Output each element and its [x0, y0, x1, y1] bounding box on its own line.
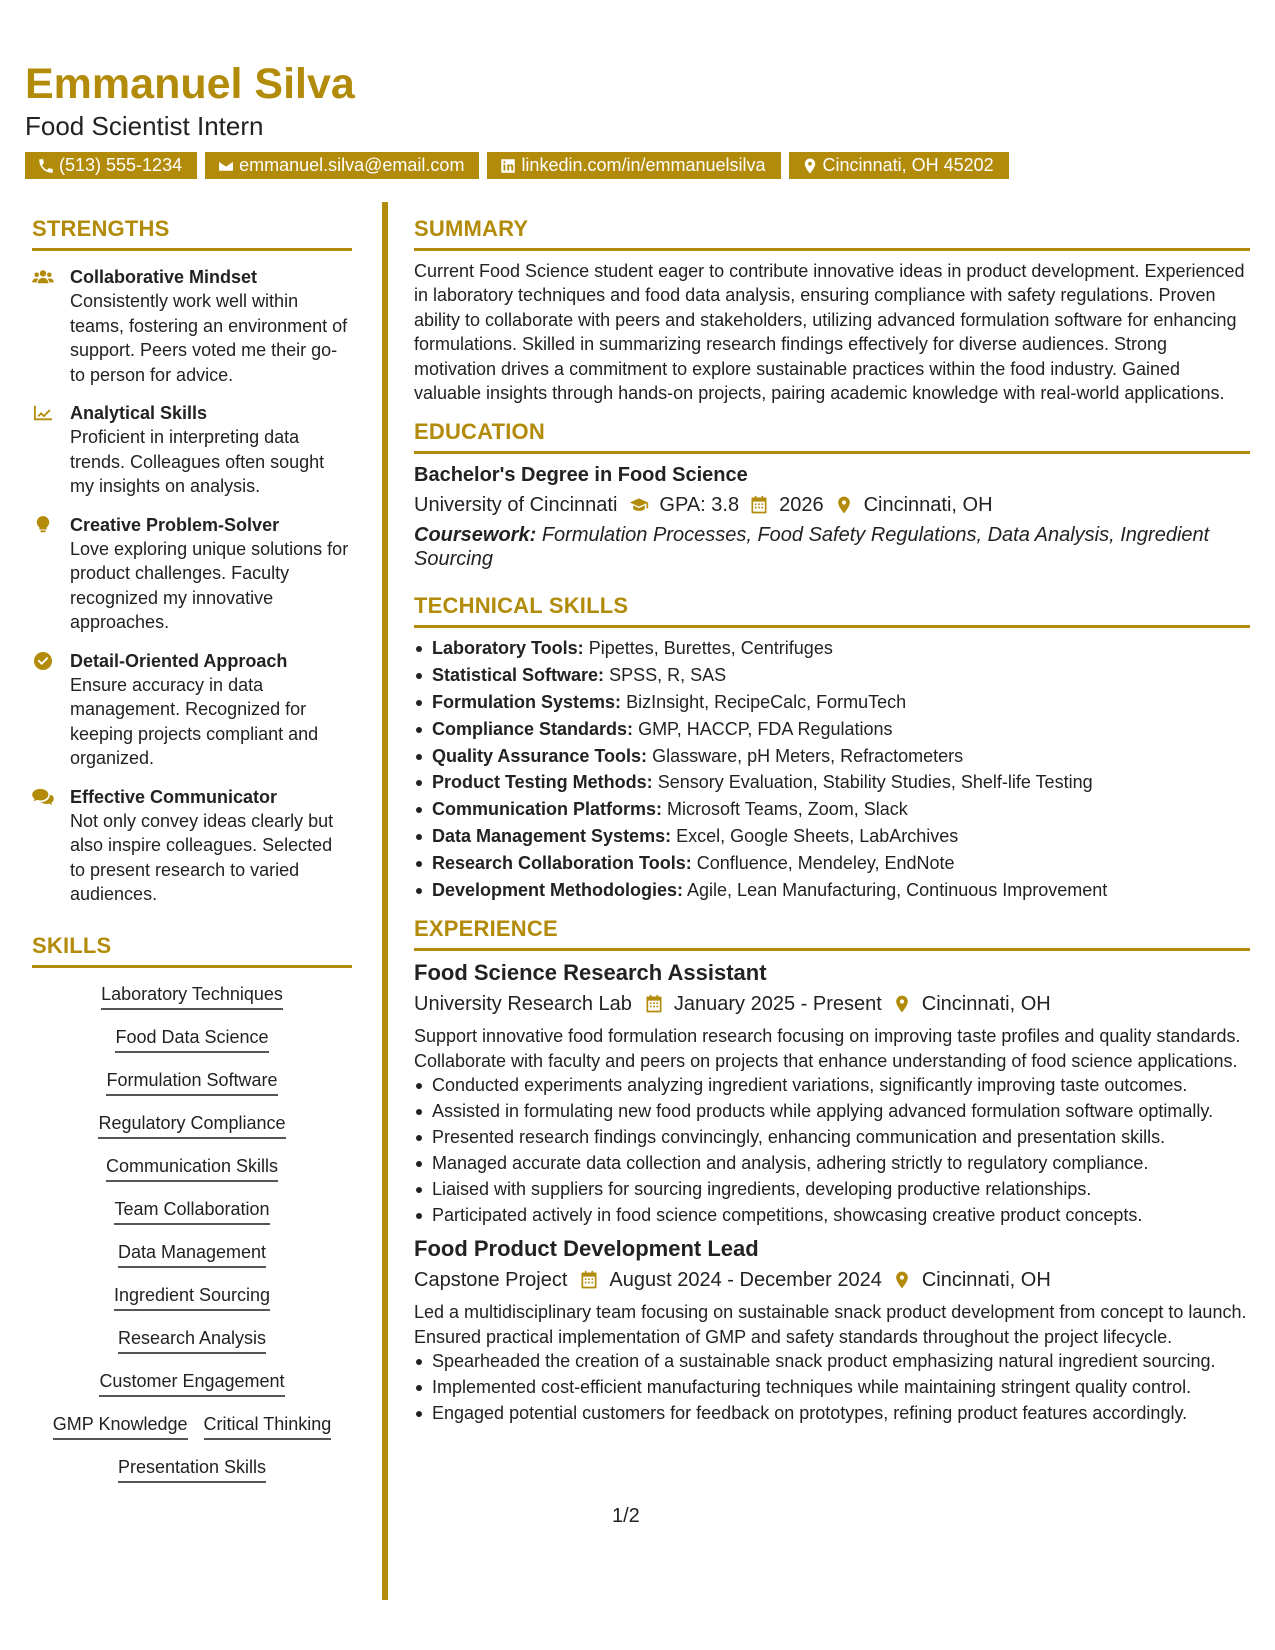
skill-value: SPSS, R, SAS — [609, 665, 727, 686]
strength-desc: Love exploring unique solutions for product challenges. Faculty recognized my innovative approaches. — [70, 538, 349, 632]
job-dates: January 2025 - Present — [673, 993, 882, 1016]
job-title: Food Product Development Lead — [414, 1236, 759, 1262]
skill-label: Laboratory Tools: — [432, 638, 584, 659]
skill-tag: Ingredient Sourcing — [114, 1283, 270, 1311]
list-item — [414, 851, 1250, 876]
gpa: GPA: 3.8 — [659, 494, 740, 517]
list-item: Engaged potential customers for feedback on prototypes, refining product features accordingly. — [414, 1401, 1250, 1425]
calendar-icon — [749, 495, 769, 515]
calendar-icon — [579, 1270, 599, 1290]
technical-skills-section — [414, 593, 1250, 902]
skill-tag: Food Data Science — [115, 1025, 268, 1053]
technical-skills-list — [414, 636, 1250, 902]
strength-item — [32, 785, 352, 907]
job-bullets — [414, 1073, 1250, 1227]
contact-bar — [25, 152, 1009, 179]
skill-label: Statistical Software: — [432, 665, 605, 686]
coursework-label: Coursework: — [414, 524, 537, 547]
job-description: Led a multidisciplinary team focusing on sustainable snack product development from concept to launch. Ensured practical implementation of GMP and safety standards throughout the project lifecycle. — [414, 1302, 1247, 1347]
contact-phone[interactable] — [25, 152, 197, 179]
list-item: Conducted experiments analyzing ingredient variations, significantly improving taste outcomes. — [414, 1073, 1250, 1097]
page-number: 1/2 — [612, 1505, 640, 1527]
contact-linkedin-text: linkedin.com/in/emmanuelsilva — [521, 155, 766, 175]
strength-title: Effective Communicator — [70, 786, 278, 807]
strength-title: Creative Problem-Solver — [70, 514, 280, 535]
graduation-year: 2026 — [779, 494, 824, 517]
map-pin-icon — [892, 1270, 912, 1290]
skill-tag: Team Collaboration — [114, 1197, 269, 1225]
users-icon — [32, 268, 54, 286]
contact-email[interactable] — [205, 152, 479, 179]
graduation-cap-icon — [629, 495, 649, 515]
list-item — [414, 878, 1250, 903]
skill-value: Sensory Evaluation, Stability Studies, Shelf-life Testing — [657, 772, 1093, 793]
coursework — [414, 523, 1250, 571]
job-bullets — [414, 1349, 1250, 1425]
skill-tag: Data Management — [118, 1240, 266, 1268]
contact-linkedin[interactable] — [487, 152, 780, 179]
skill-tag: Research Analysis — [118, 1326, 266, 1354]
skill-label: Research Collaboration Tools: — [432, 852, 692, 873]
strength-title: Detail-Oriented Approach — [70, 650, 288, 671]
list-item: Assisted in formulating new food products while applying advanced formulation software optimally. — [414, 1099, 1250, 1123]
job-location: Cincinnati, OH — [921, 993, 1051, 1016]
skill-value: Glassware, pH Meters, Refractometers — [652, 745, 964, 766]
skill-tag: Customer Engagement — [99, 1369, 284, 1397]
school-location: Cincinnati, OH — [863, 494, 993, 517]
column-divider — [382, 202, 388, 1600]
degree-title: Bachelor's Degree in Food Science — [414, 464, 748, 487]
list-item — [414, 663, 1250, 688]
strength-title: Collaborative Mindset — [70, 267, 258, 287]
list-item — [414, 744, 1250, 769]
right-column — [414, 216, 1250, 1427]
skill-label: Product Testing Methods: — [432, 772, 653, 793]
job-dates: August 2024 - December 2024 — [609, 1269, 882, 1292]
list-item — [414, 717, 1250, 742]
strength-desc: Proficient in interpreting data trends. Colleagues often sought my insights on analysis. — [70, 427, 325, 496]
list-item: Spearheaded the creation of a sustainable snack product emphasizing natural ingredient sourcing. — [414, 1349, 1250, 1373]
strength-desc: Ensure accuracy in data management. Recognized for keeping projects compliant and organized. — [70, 674, 319, 768]
list-item — [414, 636, 1250, 661]
check-circle-icon — [32, 652, 54, 670]
technical-skills-heading: TECHNICAL SKILLS — [414, 593, 1250, 628]
skill-value: GMP, HACCP, FDA Regulations — [638, 718, 893, 739]
map-pin-icon — [801, 157, 819, 175]
job-location: Cincinnati, OH — [921, 1269, 1051, 1292]
job-org: University Research Lab — [414, 993, 632, 1016]
skill-value: BizInsight, RecipeCalc, FormuTech — [626, 692, 907, 713]
strength-item — [32, 513, 352, 635]
coursework-list: Formulation Processes, Food Safety Regulations, Data Analysis, Ingredient Sourcing — [414, 524, 1210, 571]
comments-icon — [32, 788, 54, 806]
skill-tag: Regulatory Compliance — [98, 1111, 285, 1139]
list-item: Implemented cost-efficient manufacturing techniques while maintaining stringent quality control. — [414, 1375, 1250, 1399]
contact-location — [789, 152, 1009, 179]
envelope-icon — [217, 157, 235, 175]
list-item: Presented research findings convincingly, enhancing communication and presentation skills. — [414, 1125, 1250, 1149]
skill-tag: Presentation Skills — [118, 1455, 266, 1483]
linkedin-icon — [499, 157, 517, 175]
education-heading: EDUCATION — [414, 419, 1250, 454]
job-org: Capstone Project — [414, 1269, 568, 1292]
job-meta — [414, 990, 1250, 1018]
strength-title: Analytical Skills — [70, 403, 208, 423]
list-item — [414, 690, 1250, 715]
skill-label: Data Management Systems: — [432, 826, 672, 847]
skills-list — [32, 982, 352, 1483]
skill-tag: Communication Skills — [106, 1154, 278, 1182]
skill-value: Excel, Google Sheets, LabArchives — [676, 826, 959, 847]
summary-heading: SUMMARY — [414, 216, 1250, 251]
skill-label: Compliance Standards: — [432, 718, 634, 739]
candidate-name: Emmanuel Silva — [25, 60, 355, 108]
contact-phone-text: (513) 555-1234 — [59, 155, 183, 175]
strengths-heading: STRENGTHS — [32, 216, 352, 251]
skill-label: Development Methodologies: — [432, 879, 684, 900]
phone-icon — [37, 157, 55, 175]
strength-desc: Not only convey ideas clearly but also inspire colleagues. Selected to present research to varied audiences. — [70, 810, 334, 904]
skill-label: Communication Platforms: — [432, 799, 663, 820]
list-item: Participated actively in food science competitions, showcasing creative product concepts. — [414, 1203, 1250, 1227]
skill-value: Agile, Lean Manufacturing, Continuous Improvement — [687, 879, 1108, 900]
skill-label: Quality Assurance Tools: — [432, 745, 648, 766]
strength-item — [32, 649, 352, 771]
experience-section — [414, 916, 1250, 1425]
skills-heading: SKILLS — [32, 933, 352, 968]
strength-desc: Consistently work well within teams, fostering an environment of support. Peers voted me their go-to person for advice. — [70, 291, 348, 385]
map-pin-icon — [892, 994, 912, 1014]
experience-heading: EXPERIENCE — [414, 916, 1250, 951]
calendar-icon — [644, 994, 664, 1014]
skill-tag: GMP Knowledge — [53, 1412, 188, 1440]
strength-item — [32, 265, 352, 387]
school-name: University of Cincinnati — [414, 494, 618, 517]
skill-value: Confluence, Mendeley, EndNote — [696, 852, 955, 873]
list-item — [414, 824, 1250, 849]
list-item: Liaised with suppliers for sourcing ingredients, developing productive relationships. — [414, 1177, 1250, 1201]
left-column — [32, 216, 352, 1498]
candidate-title: Food Scientist Intern — [25, 111, 264, 141]
job-description: Support innovative food formulation research focusing on improving taste profiles and quality standards. Collaborate with faculty and peers on projects that enhance understanding of food science applications. — [414, 1026, 1241, 1071]
contact-email-text: emmanuel.silva@email.com — [239, 155, 465, 175]
chart-line-icon — [32, 404, 54, 422]
summary-text: Current Food Science student eager to contribute innovative ideas in product development. Experienced in laboratory techniques and food data analysis, ensuring compliance with safety regulations. Proven ability to collaborate with peers and stakeholders, utilizing advanced formulation software for enhancing formulations. Skilled in summarizing research findings effectively for diverse audiences. Strong motivation drives a commitment to explore sustainable practices within the food industry. Gained valuable insights through hands-on projects, pairing academic knowledge with real-world applications. — [414, 261, 1245, 404]
strength-item — [32, 401, 352, 499]
list-item — [414, 770, 1250, 795]
list-item: Managed accurate data collection and analysis, adhering strictly to regulatory compliance. — [414, 1151, 1250, 1175]
job-title: Food Science Research Assistant — [414, 960, 767, 986]
skill-label: Formulation Systems: — [432, 692, 622, 713]
list-item — [414, 797, 1250, 822]
lightbulb-icon — [32, 516, 54, 534]
skill-tag: Critical Thinking — [204, 1412, 332, 1440]
skill-tag: Formulation Software — [106, 1068, 277, 1096]
job-meta — [414, 1266, 1250, 1294]
skill-tag: Laboratory Techniques — [101, 982, 283, 1010]
skill-value: Pipettes, Burettes, Centrifuges — [588, 638, 833, 659]
contact-location-text: Cincinnati, OH 45202 — [822, 155, 994, 175]
education-section — [414, 419, 1250, 571]
skill-value: Microsoft Teams, Zoom, Slack — [667, 799, 908, 820]
education-meta — [414, 491, 1250, 519]
map-pin-icon — [834, 495, 854, 515]
